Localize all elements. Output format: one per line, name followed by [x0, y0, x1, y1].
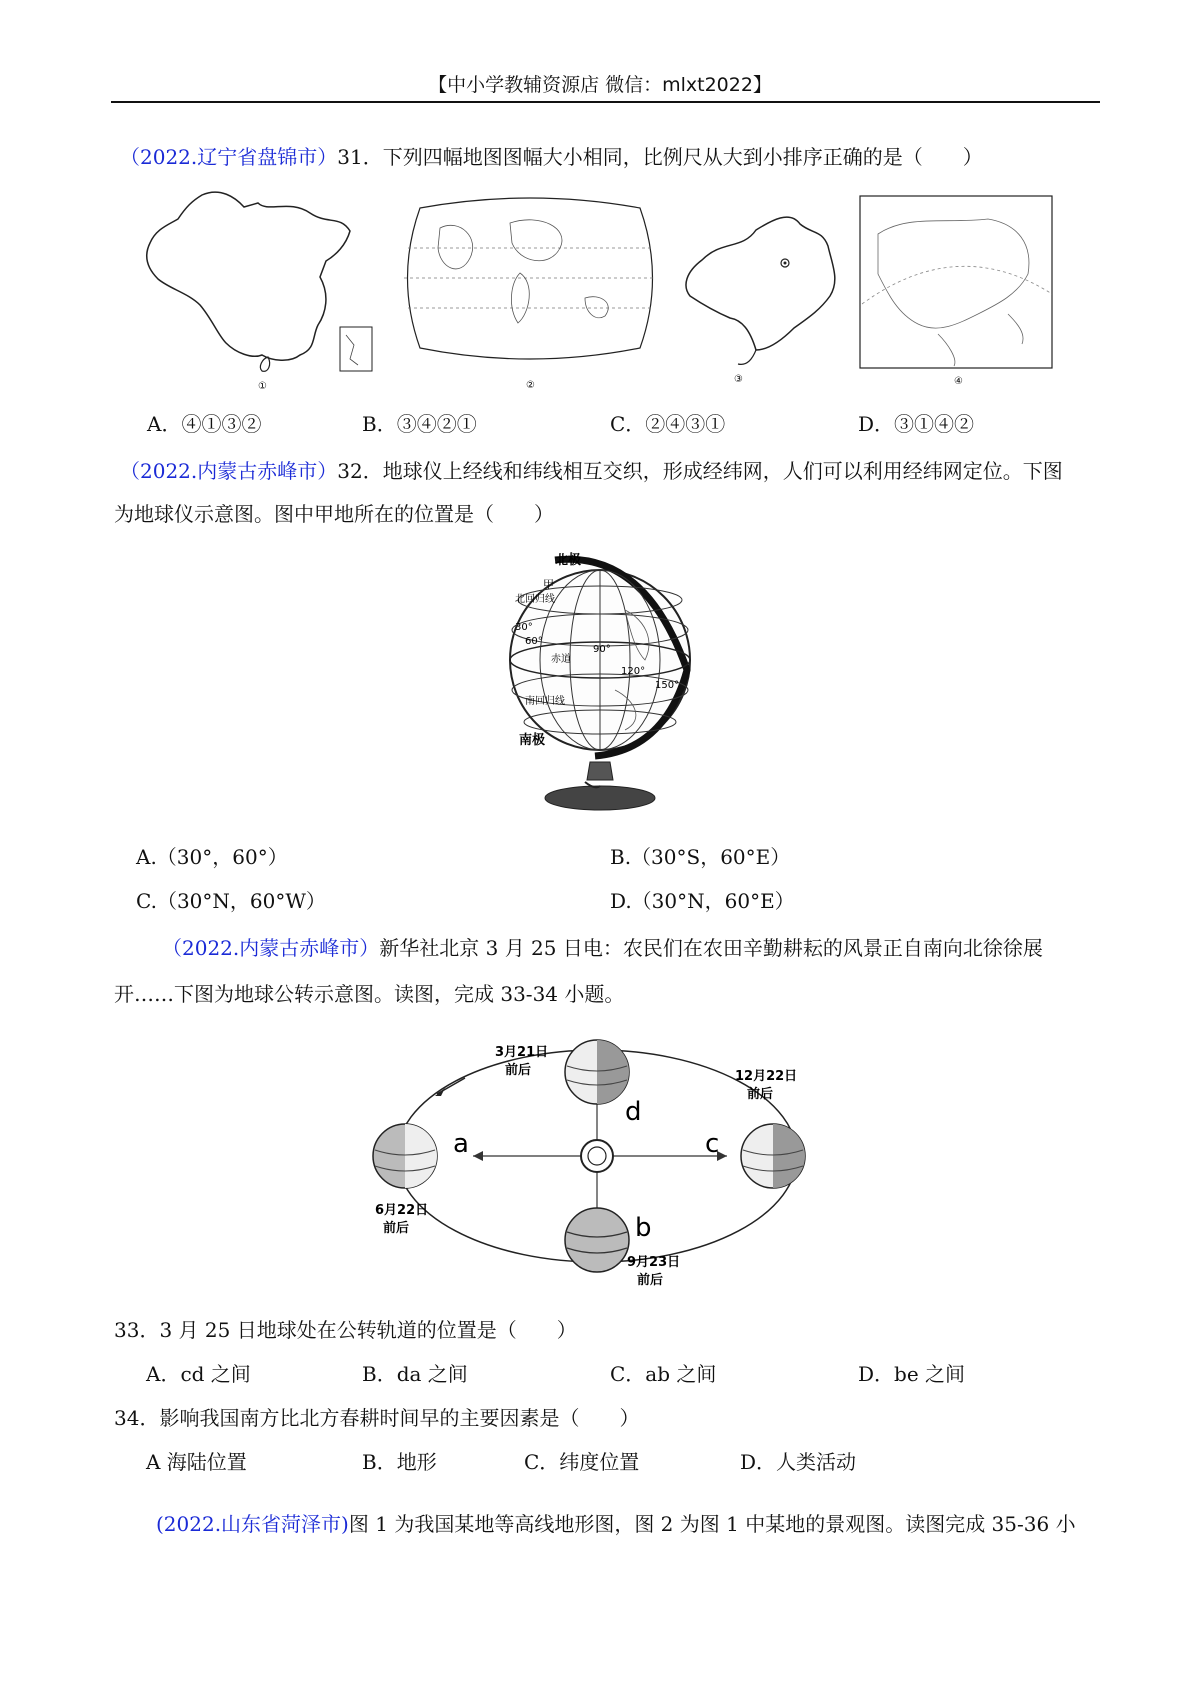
globe-lon120: 120°: [621, 666, 646, 677]
q32-option-a[interactable]: A.（30°，60°）: [136, 845, 288, 869]
q35-source: (2022.山东省菏泽市): [156, 1512, 349, 1536]
q33-34-intro-text-1: 新华社北京 3 月 25 日电：农民们在农田辛勤耕耘的风景正自南向北徐徐展: [379, 936, 1043, 960]
globe-lat30: 30°: [515, 622, 533, 633]
q32-line2: 为地球仪示意图。图中甲地所在的位置是（ ）: [114, 502, 554, 526]
q31-stem: 31．下列四幅地图图幅大小相同，比例尺从大到小排序正确的是（ ）: [337, 145, 983, 169]
orbit-a-when: 前后: [383, 1221, 410, 1236]
q31-option-d[interactable]: D．③①④②: [858, 412, 975, 436]
q32-option-b[interactable]: B.（30°S，60°E）: [610, 845, 791, 869]
globe-lon60: 60°: [525, 636, 543, 647]
q34-stem: 34．影响我国南方比北方春耕时间早的主要因素是（ ）: [114, 1406, 640, 1430]
orbit-letter-d: d: [625, 1097, 642, 1127]
q33-stem: 33．3 月 25 日地球处在公转轨道的位置是（ ）: [114, 1318, 577, 1342]
q31-option-c[interactable]: C．②④③①: [610, 412, 726, 436]
map4-asia: [858, 194, 1058, 390]
q32-option-d[interactable]: D.（30°N，60°E）: [610, 889, 795, 913]
q34-option-d[interactable]: D．人类活动: [740, 1450, 857, 1474]
q32-option-c[interactable]: C.（30°N，60°W）: [136, 889, 326, 913]
orbit-letter-c: c: [705, 1129, 720, 1159]
page-header: 【中小学教辅资源店 微信：mlxt2022】: [428, 74, 772, 96]
globe-north-pole: 北极: [555, 553, 582, 568]
globe-south-tropic: 南回归线: [525, 696, 565, 707]
orbit-diagram: [355, 1022, 815, 1300]
q33-option-a[interactable]: A．cd 之间: [146, 1362, 251, 1386]
globe-lon150: 150°: [655, 680, 680, 691]
map1-china: [140, 185, 395, 395]
q34-option-a[interactable]: A 海陆位置: [146, 1450, 247, 1474]
q33-option-d[interactable]: D．be 之间: [858, 1362, 966, 1386]
globe-jia: 甲: [543, 578, 554, 591]
map2-label: ②: [526, 380, 535, 391]
q31-source: （2022.辽宁省盘锦市）: [120, 145, 338, 169]
orbit-letter-a: a: [453, 1129, 469, 1159]
orbit-d-date: 3月21日: [495, 1045, 549, 1060]
q31-option-b[interactable]: B．③④②①: [362, 412, 477, 436]
map3-label: ③: [734, 374, 743, 385]
globe-north-tropic: 北回归线: [515, 594, 555, 605]
orbit-letter-b: b: [635, 1213, 652, 1243]
q33-34-intro-line1: [162, 934, 1043, 962]
globe-lon90: 90°: [593, 644, 611, 655]
q35-intro-line: [156, 1510, 1076, 1538]
map1-label: ①: [258, 381, 267, 392]
globe-south-pole: 南极: [519, 733, 546, 748]
header-divider: [111, 101, 1100, 103]
orbit-c-date: 12月22日: [735, 1069, 798, 1084]
globe-equator: 赤道: [551, 654, 571, 665]
q33-34-intro-line2: 开……下图为地球公转示意图。读图，完成 33-34 小题。: [114, 982, 625, 1006]
map2-world: [400, 188, 660, 398]
q32-source: （2022.内蒙古赤峰市）: [120, 459, 338, 483]
q32-line1: [120, 457, 1063, 485]
orbit-b-date: 9月23日: [627, 1255, 681, 1270]
q33-34-source: （2022.内蒙古赤峰市）: [162, 936, 380, 960]
map3-province: [672, 200, 852, 385]
q33-option-c[interactable]: C．ab 之间: [610, 1362, 717, 1386]
orbit-d-when: 前后: [505, 1063, 532, 1078]
q34-option-b[interactable]: B．地形: [362, 1450, 437, 1474]
orbit-b-when: 前后: [637, 1273, 664, 1288]
orbit-a-date: 6月22日: [375, 1203, 429, 1218]
q33-option-b[interactable]: B．da 之间: [362, 1362, 468, 1386]
q35-intro-text: 图 1 为我国某地等高线地形图，图 2 为图 1 中某地的景观图。读图完成 35-36 小: [348, 1512, 1076, 1536]
q31-option-a[interactable]: A．④①③②: [147, 412, 262, 436]
q31-line: [120, 143, 983, 171]
q32-stem-1: 32．地球仪上经线和纬线相互交织，形成经纬网，人们可以利用经纬网定位。下图: [337, 459, 1063, 483]
map4-label: ④: [954, 376, 963, 387]
globe-diagram: [495, 540, 725, 822]
q34-option-c[interactable]: C．纬度位置: [524, 1450, 640, 1474]
orbit-c-when: 前后: [747, 1087, 774, 1102]
